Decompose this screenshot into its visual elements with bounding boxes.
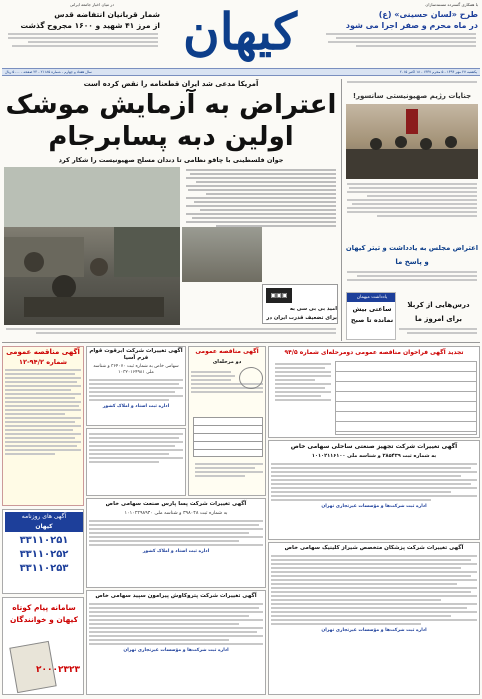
amend-bottom-1-registry: اداره ثبت شرکت‌ها و مؤسسات غیرتجاری تهران bbox=[123, 648, 229, 653]
amend-ad-mid-2[interactable] bbox=[86, 498, 266, 588]
main-headline-2[interactable]: اولین دبه پسابرجام bbox=[48, 122, 294, 152]
guest-note-box[interactable] bbox=[346, 292, 396, 340]
top-right-story[interactable] bbox=[322, 9, 478, 65]
emblem-icon bbox=[239, 367, 263, 389]
right-top-story-title[interactable]: جنایات رژیم صهیونیستی سانسور! bbox=[352, 92, 472, 100]
date-text: یکشنبه ۲۷ مهر ۱۳۹۴ - ۵ محرم ۱۴۳۷ - ۱۸ اکتبر ۲۰۱۵ bbox=[399, 70, 477, 74]
amend-mid-1-sub: سهامی خاص به شماره ثبت ۳۶۴۰۷۰ و شناسه ملی ۱۰۳۲۰۱۶۴۹۸۱ bbox=[93, 364, 179, 375]
right-mid-text bbox=[345, 269, 479, 289]
tender-small-subtitle: دو مرحله‌ای bbox=[212, 359, 242, 365]
left-phone-ad[interactable] bbox=[2, 509, 84, 594]
amend-mid-1-title: آگهی تغییرات شرکت ابرقوت قوام فرم آسیا bbox=[89, 348, 183, 361]
bbc-logo-icon: ▣▣▣ bbox=[266, 288, 292, 303]
amend-mid-2-registry: اداره ثبت اسناد و املاک کشور bbox=[142, 549, 210, 554]
conference-illustration bbox=[346, 104, 478, 179]
left-phone-brand: آگهی های روزنامه bbox=[21, 513, 67, 520]
tender-wide-title: تجدید آگهی فراخوان مناقصه عمومی دومرحله‌ای شماره ۹۴/۵ bbox=[284, 349, 464, 356]
amend-wide-title: آگهی تغییرات شرکت تجهیز صنعتی ساحلی سهامی خاص bbox=[290, 443, 458, 450]
amend-mid-2-sub: به شماره ثبت ۳۹۸۰۴۸ و شناسه ملی ۱۰۱۰۲۲۹۸۹۴۰ bbox=[124, 511, 228, 516]
tender-table bbox=[193, 417, 263, 457]
top-right-title-2: در ماه محرم و صفر اجرا می شود bbox=[345, 21, 478, 30]
amend-ad-bottom-1[interactable] bbox=[86, 590, 266, 695]
main-kicker: آمریکا مدعی شد ایران قطعنامه را نقض کرده است bbox=[83, 80, 259, 88]
left-tender-title: آگهی مناقصه عمومی bbox=[6, 348, 80, 356]
bbc-box-line2: برای تضعیف قدرت ایران در bbox=[266, 315, 337, 321]
left-sms-number: ۲۰۰۰۲۳۲۳ bbox=[36, 665, 80, 675]
top-right-title-1: طرح «لسان حسینی» (ع) bbox=[378, 10, 478, 19]
below-photo-text bbox=[4, 326, 338, 340]
tender-small-ad[interactable] bbox=[188, 346, 266, 496]
amend-ad-mid-3[interactable] bbox=[86, 428, 186, 496]
newspaper-logo: کیهان bbox=[183, 2, 297, 61]
date-bar bbox=[2, 68, 480, 76]
masthead-left-kicker: در میان اخبار جامعه ایرانی bbox=[69, 2, 114, 7]
right-conference-photo[interactable] bbox=[346, 104, 478, 179]
amend-bottom-2-registry: اداره ثبت شرکت‌ها و مؤسسات غیرتجاری تهران bbox=[321, 628, 427, 633]
right-mid-headline-1[interactable]: اعتراض مجلس به یادداشت و تیتر کیهان bbox=[345, 244, 479, 252]
right-column-kicker bbox=[345, 79, 479, 89]
left-sms-ad[interactable] bbox=[2, 597, 84, 695]
tender-wide-ad[interactable] bbox=[268, 346, 480, 438]
soldiers-illustration bbox=[4, 167, 180, 325]
amend-ad-mid-1[interactable] bbox=[86, 346, 186, 426]
lesson-text bbox=[398, 326, 479, 340]
amend-wide-registry: اداره ثبت شرکت‌ها و مؤسسات غیرتجاری تهران bbox=[321, 504, 427, 509]
main-news-photo[interactable] bbox=[4, 167, 180, 325]
amend-mid-2-title: آگهی تغییرات شرکت پسا پارس صنعت سهامی خاص bbox=[105, 501, 247, 507]
amend-bottom-2-title: آگهی تغییرات شرکت پزشکان متخصص شیراز کلینیک سهامی خاص bbox=[284, 545, 464, 551]
tender-small-title: آگهی مناقصه عمومی bbox=[195, 348, 259, 355]
guest-note-title: ساعتی بیش نمانده تا صبح bbox=[350, 305, 394, 324]
amend-mid-1-registry: اداره ثبت اسناد و املاک کشور bbox=[102, 404, 170, 409]
amend-bottom-1-title: آگهی تغییرات شرکت پتروکاوش پیرامون سپید سهامی خاص bbox=[95, 593, 257, 599]
bbc-box-line1: امید بی بی سی به bbox=[289, 306, 337, 312]
amend-wide-ad[interactable] bbox=[268, 440, 480, 540]
issue-text: سال هفتاد و چهارم - شماره ۲۱۱۸۵ - ۲۴ صفحه - ۵۰۰۰ ریال bbox=[5, 70, 92, 74]
left-sms-title: سامانه پیام کوتاه کیهان و خوانندگان bbox=[10, 603, 78, 624]
left-tender-ad[interactable] bbox=[2, 346, 84, 506]
left-tender-number: شماره ۹۴/۲-۱۲ bbox=[19, 358, 67, 366]
top-left-title-1: شمار قربانیان انتفاضه قدس bbox=[54, 10, 160, 19]
amend-ad-bottom-2[interactable] bbox=[268, 542, 480, 695]
bbc-box[interactable] bbox=[262, 284, 338, 324]
guest-note-label: یادداشت میهمان bbox=[347, 293, 396, 302]
main-headline-1[interactable]: اعتراض به آزمایش موشک bbox=[5, 90, 337, 120]
tender-wide-table bbox=[335, 361, 477, 435]
amend-wide-subtitle: به شماره ثبت ۲۸۵۴۳۹ و شناسه ملی ۱۰۱۰۲۱۱۶۱۰۰ bbox=[311, 453, 437, 459]
masthead-right-kicker: با همکاری گسترده مستندسازان bbox=[425, 2, 478, 7]
top-left-title-2: از مرز ۴۱ شهید و ۱۶۰۰ مجروح گذشت bbox=[20, 21, 160, 30]
top-left-story[interactable] bbox=[4, 9, 160, 65]
secondary-photo[interactable] bbox=[182, 227, 262, 282]
right-mid-headline-2[interactable]: و پاسخ ما bbox=[395, 258, 429, 266]
right-column bbox=[341, 79, 480, 341]
right-story-text bbox=[345, 181, 479, 241]
lesson-title-2[interactable]: برای امروز ما bbox=[414, 315, 463, 323]
left-phone-numbers: ۳۳۱۱۰۲۵۱ ۳۳۱۱۰۲۵۲ ۳۳۱۱۰۲۵۳ bbox=[19, 535, 69, 574]
main-photo-caption: جوان فلسطینی با چاقو نظامی تا دندان مسلح صهیونیست را شکار کرد bbox=[58, 156, 284, 164]
left-phone-brand-2: کیهان bbox=[35, 523, 53, 530]
lesson-title-1[interactable]: درس‌هایی از کربلا bbox=[407, 301, 470, 309]
